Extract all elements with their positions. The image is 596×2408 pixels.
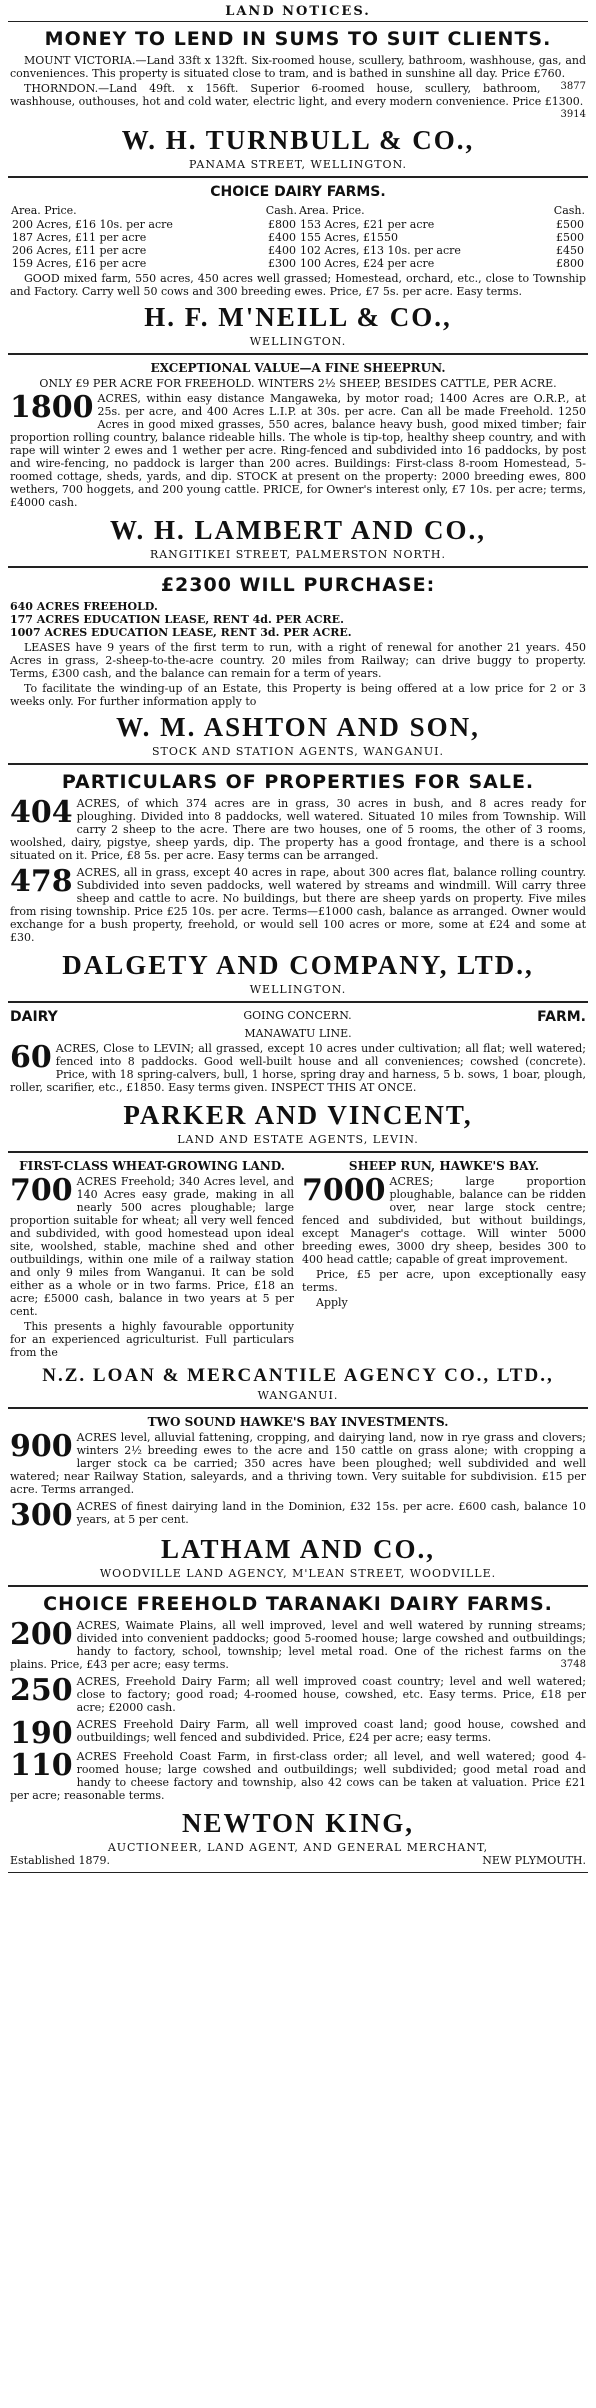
ad-heading: TWO SOUND HAWKE'S BAY INVESTMENTS. [147, 1415, 449, 1429]
list-item: 110 ACRES Freehold Coast Farm, in first-class order; all level, and well watered; good 4-roomed house; large cowshed and outbuildings; well subdivided; good metal road and handy to cheese factory and township, also 42 cows can be taken at valuation. Price £21 per acre; reasonable terms. [10, 1748, 586, 1802]
firm-address: LAND AND ESTATE AGENTS, LEVIN. [177, 1133, 419, 1146]
firm-address: RANGITIKEI STREET, PALMERSTON NORTH. [149, 548, 447, 561]
listing-text: 300 ACRES of finest dairying land in the Dominion, £32 15s. per acre. £600 cash, balance 10 years, at 5 per cent. [10, 1498, 586, 1533]
apply-text: Apply [316, 1296, 348, 1309]
firm-name: W. H. TURNBULL & CO., [121, 125, 475, 155]
ad-dalgety [8, 765, 588, 1003]
established-date: Established 1879. [10, 1854, 110, 1867]
ad-subheading: ONLY £9 PER ACRE FOR FREEHOLD. WINTERS 2½ SHEEP, BESIDES CATTLE, PER ACRE. [39, 377, 557, 390]
farm-table: Area. Price. Cash. Area. Price. Cash. 200 Acres, £16 10s. per acre £800 153 Acres, £21 per acre £500 187 Acres, £11 per acre £400 155 Acres, £1550 £500 206 Acres, £11 per acre £400 102 Acres, £13 10s. per acre £450 159 Acres, £16 per acre £300 100 Acres, £24 per acre £800 [11, 204, 585, 270]
listing-text: GOOD mixed farm, 550 acres, 450 acres well grassed; Homestead, orchard, etc., close to Township and Factory. Carry well 50 cows and 300 breeding ewes. Price, £7 5s. per acre. Easy terms. [10, 272, 586, 298]
list-item: 190 ACRES Freehold Dairy Farm, all well improved coast land; good house, cowshed and outbuildings; well fenced and subdivided. Price, £24 per acre; easy terms. [10, 1716, 586, 1751]
column-right [302, 1157, 586, 1361]
listing-text: Price, £5 per acre, upon exceptionally easy terms. [302, 1268, 586, 1294]
listing-text: To facilitate the winding-up of an Estate, this Property is being offered at a low price for 2 or 3 weeks only. For further information apply to [10, 682, 586, 708]
ad-newton-king [8, 1587, 588, 1873]
firm-name: LATHAM AND CO., [160, 1534, 435, 1564]
lease-list [10, 600, 586, 639]
listing-text: 478 ACRES, all in grass, except 40 acres in rape, about 300 acres flat, balance rolling country. Subdivided into seven paddocks, well watered by streams and windmill. Will carry three sheep and cattle to acre. No buildings, but there are sheep yards on property. Five miles from rising township. Price £25 10s. per acre. Terms—£1000 cash, balance as arranged. Owner would exchange for a bush property, freehold, or would sell 100 acres or more, some at £24 and some at £30. [10, 864, 586, 944]
listing-text: LEASES have 9 years of the first term to run, with a right of renewal for another 21 years. 450 Acres in grass, 2-sheep-to-the-acre country. 20 miles from Railway; can drive buggy to property. Terms, £300 cash, and the balance can remain for a term of years. [10, 641, 586, 680]
firm-address: WELLINGTON. [249, 335, 347, 348]
firm-name: NEWTON KING, [181, 1808, 415, 1838]
newspaper-page [8, 0, 588, 1873]
ad-heading: DAIRY GOING CONCERN. FARM. [10, 1009, 586, 1025]
ref-number: 3748 [560, 1659, 586, 1670]
ad-nzloan [8, 1153, 588, 1409]
listing-text: 404 ACRES, of which 374 acres are in grass, 30 acres in bush, and 8 acres ready for ploughing. Divided into 8 paddocks, well watered. Situated 10 miles from Township. Will carry 2 sheep to the acre. There are two houses, one of 5 rooms, the other of 3 rooms, woolshed, dairy, pigstye, sheep yards, dip. The property has a good frontage, and there is a school situated on it. Price, £8 5s. per acre. Easy terms can be arranged. [10, 795, 586, 862]
firm-name: W. M. ASHTON AND SON, [116, 712, 480, 742]
ad-subheading: MANAWATU LINE. [244, 1027, 352, 1040]
ad-mcneill [8, 178, 588, 355]
ad-heading: PARTICULARS OF PROPERTIES FOR SALE. [61, 771, 535, 793]
listing-text: 700 ACRES Freehold; 340 Acres level, and 140 Acres easy grade, making in all nearly 500 acres ploughable; large proportion suitable for wheat; all very well fenced and subdivided, with good homestead upon ideal site, woolshed, stable, machine shed and other outbuildings, within one mile of a railway station and only 9 miles from Wanganui. It can be sold either as a whole or in two farms. Price, £18 an acre; £5000 cash, balance in two years at 5 per cent. [10, 1173, 294, 1318]
acreage-number: 110 [10, 1748, 73, 1783]
page-title: LAND NOTICES. [8, 4, 588, 22]
ad-latham [8, 1409, 588, 1587]
firm-address: WOODVILLE LAND AGENCY, M'LEAN STREET, WOODVILLE. [99, 1567, 497, 1580]
listing-text: 60 ACRES, Close to LEVIN; all grassed, except 10 acres under cultivation; all flat; well watered; fenced into 8 paddocks. Good well-built house and all conveniences; cowshed (concrete). Price, with 18 spring-calvers, bull, 1 horse, spring dray and harness, 5 b. sows, 1 boar, plough, roller, scarifier, etc., £1850. Easy terms given. INSPECT THIS AT ONCE. [10, 1040, 586, 1094]
acreage-number: 300 [10, 1498, 73, 1533]
list-item: 640 ACRES FREEHOLD. [10, 600, 158, 613]
listing-text: 1800 ACRES, within easy distance Mangaweka, by motor road; 1400 Acres are O.R.P., at 25s. per acre, and 400 Acres L.I.P. at 30s. per acre. Can all be made Freehold. 1250 Acres in good mixed grasses, 550 acres, balance heavy bush, good mixed timber; fair proportion rolling country, balance rideable hills. The whole is tip-top, healthy sheep country, and with rape will winter 2 ewes and 1 wether per acre. Ring-fenced and subdivided into 16 paddocks, by post and wire-fencing, no paddock is larger than 200 acres. Buildings: First-class 8-room Homestead, 5-roomed cottage, sheds, yards, and dip. STOCK at present on the property: 2000 breeding ewes, 800 wethers, 700 hoggets, and 200 young cattle. PRICE, for Owner's interest only, £7 10s. per acre; terms, £4000 cash. [10, 390, 586, 509]
ad-heading: EXCEPTIONAL VALUE—A FINE SHEEPRUN. [150, 361, 446, 375]
ad-parker [8, 1003, 588, 1153]
firm-name: N.Z. LOAN & MERCANTILE AGENCY CO., LTD., [42, 1365, 554, 1386]
table-row: 206 Acres, £11 per acre £400 102 Acres, £13 10s. per acre £450 [12, 244, 584, 257]
firm-address: STOCK AND STATION AGENTS, WANGANUI. [152, 745, 444, 758]
ad-lambert [8, 355, 588, 568]
ad-heading: CHOICE DAIRY FARMS. [210, 184, 386, 200]
ref-number: 3914 [560, 109, 586, 120]
firm-name: W. H. LAMBERT AND CO., [109, 515, 487, 545]
firm-name: H. F. M'NEILL & CO., [144, 302, 452, 332]
list-item: 1007 ACRES EDUCATION LEASE, RENT 3d. PER ACRE. [10, 626, 352, 639]
firm-address: PANAMA STREET, WELLINGTON. [188, 158, 407, 171]
ad-heading: CHOICE FREEHOLD TARANAKI DAIRY FARMS. [43, 1593, 553, 1615]
listing-text: MOUNT VICTORIA.—Land 33ft x 132ft. Six-roomed house, scullery, bathroom, washhouse, gas, and conveniences. This property is situated close to tram, and is bathed in sunshine all day. Price £760. 3877 [10, 54, 586, 92]
acreage-number: 190 [10, 1716, 73, 1751]
column-left [10, 1157, 294, 1361]
acreage-number: 200 [10, 1617, 73, 1652]
listing-text: 900 ACRES level, alluvial fattening, cropping, and dairying land, now in rye grass and clovers; winters 2½ breeding ewes to the acre and 150 cattle on grass alone; with cropping a larger stock ca be carried; 350 acres have been ploughed; well subdivided and well watered; near Railway Station, saleyards, and a thriving town. Very suitable for subdivision. £15 per acre. Terms arranged. [10, 1429, 586, 1496]
ad-ashton [8, 568, 588, 765]
table-row: 187 Acres, £11 per acre £400 155 Acres, £1550 £500 [12, 231, 584, 244]
acreage-number: 1800 [10, 390, 94, 425]
firm-address: WANGANUI. [257, 1389, 339, 1402]
acreage-number: 700 [10, 1173, 73, 1208]
firm-footer [10, 1854, 586, 1867]
acreage-number: 250 [10, 1673, 73, 1708]
two-column-listing [10, 1157, 586, 1361]
column-heading: FIRST-CLASS WHEAT-GROWING LAND. [19, 1159, 285, 1173]
list-item: 250 ACRES, Freehold Dairy Farm; all well improved coast country; level and well watered; close to factory; good road; 4-roomed house, cowshed, etc. Easy terms. Price, £18 per acre; £2000 cash. [10, 1673, 586, 1714]
table-row: 159 Acres, £16 per acre £300 100 Acres, £24 per acre £800 [12, 257, 584, 270]
listing-text: THORNDON.—Land 49ft. x 156ft. Superior 6-roomed house, scullery, bathroom, washhouse, outhouses, hot and cold water, electric light, and every modern convenience. Price £1300. 3914 [10, 82, 586, 120]
list-item: 200 ACRES, Waimate Plains, all well improved, level and well watered by running streams; divided into convenient paddocks; good 5-roomed house; large cowshed and outbuildings; handy to factory, school, township; level metal road. One of the richest farms on the plains. Price, £43 per acre; easy terms. 3748 [10, 1617, 586, 1671]
firm-name: PARKER AND VINCENT, [123, 1100, 473, 1130]
acreage-number: 404 [10, 795, 73, 830]
acreage-number: 478 [10, 864, 73, 899]
column-heading: SHEEP RUN, HAWKE'S BAY. [348, 1159, 540, 1173]
ad-heading: MONEY TO LEND IN SUMS TO SUIT CLIENTS. [44, 28, 552, 50]
list-item: 177 ACRES EDUCATION LEASE, RENT 4d. PER ACRE. [10, 613, 344, 626]
acreage-number: 900 [10, 1429, 73, 1464]
listing-text: 7000 ACRES; large proportion ploughable, balance can be ridden over, near large stock centre; fenced and subdivided, but without buildings, except Manager's cottage. Will winter 5000 breeding ewes, 3000 dry sheep, besides 300 to 400 head cattle; capable of great improvement. [302, 1173, 586, 1266]
ref-number: 3877 [560, 81, 586, 92]
firm-town: NEW PLYMOUTH. [482, 1854, 586, 1867]
ad-heading: £2300 WILL PURCHASE: [160, 574, 436, 596]
acreage-number: 60 [10, 1040, 52, 1075]
table-row: 200 Acres, £16 10s. per acre £800 153 Acres, £21 per acre £500 [12, 218, 584, 231]
firm-address: WELLINGTON. [249, 983, 347, 996]
acreage-number: 7000 [302, 1173, 386, 1208]
firm-name: DALGETY AND COMPANY, LTD., [62, 950, 534, 980]
ad-turnbull [8, 22, 588, 178]
firm-address: AUCTIONEER, LAND AGENT, AND GENERAL MERCHANT, [107, 1841, 489, 1854]
listing-text: This presents a highly favourable opportunity for an experienced agriculturist. Full particulars from the [10, 1320, 294, 1359]
